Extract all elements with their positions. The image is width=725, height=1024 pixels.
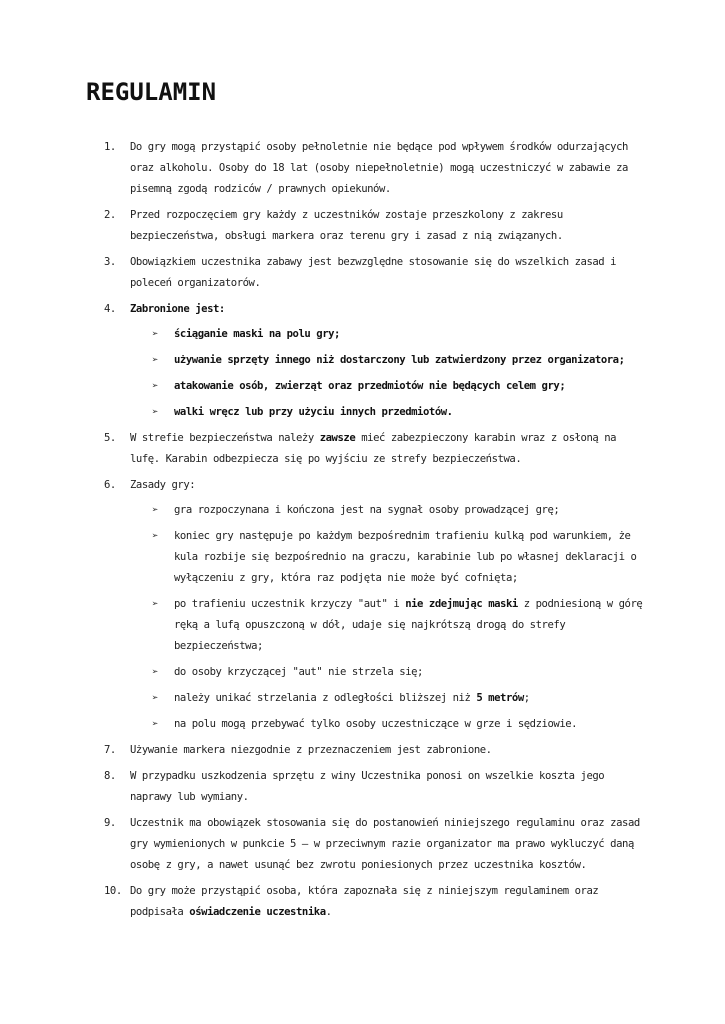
bold-text: Zabronione jest: (130, 303, 225, 315)
rule-item (104, 252, 644, 294)
sub-item-text (174, 380, 565, 392)
text-run: W strefie bezpieczeństwa należy (130, 432, 320, 444)
text-run: Do gry mogą przystąpić osoby pełnoletnie nie będące pod wpływem środków odurzających oraz alkoholu. Osoby do 18 lat (osoby niepełnoletnie) mogą uczestniczyć w zabawie za pisemną zgodą rodziców / prawnych opiekunów. (130, 141, 628, 195)
arrow-bullet-icon: ➢ (152, 504, 158, 516)
rule-text (130, 766, 644, 808)
sub-item-text (174, 406, 453, 418)
text-run: ; (523, 692, 530, 704)
sub-list-item (130, 500, 644, 521)
sub-list (130, 324, 644, 423)
text-run: W przypadku uszkodzenia sprzętu z winy Uczestnika ponosi on wszelkie koszta jego naprawy lub wymiany. (130, 770, 605, 803)
bold-text: używanie sprzęty innego niż dostarczony lub zatwierdzony przez organizatora; (174, 354, 625, 366)
rule-number: 6. (104, 479, 116, 491)
rule-text (130, 475, 644, 496)
sub-item-text (174, 666, 423, 678)
text-run: Uczestnik ma obowiązek stosowania się do postanowień niniejszego regulaminu oraz zasad gry wymienionych w punkcie 5 – w przeciwnym razie organizator ma prawo wykluczyć daną osobę z gry, a nawet usunąć bez zwrotu poniesionych przez uczestnika kosztów. (130, 817, 640, 871)
arrow-bullet-icon: ➢ (152, 598, 158, 610)
sub-item-text (174, 328, 340, 340)
page-title: REGULAMIN (86, 78, 217, 106)
rule-item (104, 205, 644, 247)
arrow-bullet-icon: ➢ (152, 354, 158, 366)
rules-list (104, 137, 644, 928)
sub-item-text (174, 598, 642, 652)
sub-item-text (174, 718, 577, 730)
rule-number: 7. (104, 744, 116, 756)
arrow-bullet-icon: ➢ (152, 718, 158, 730)
sub-item-text (174, 530, 636, 584)
sub-list-item (130, 376, 644, 397)
text-run: Obowiązkiem uczestnika zabawy jest bezwzględne stosowanie się do wszelkich zasad i poleceń organizatorów. (130, 256, 617, 289)
sub-list-item (130, 526, 644, 589)
rule-text (130, 205, 644, 247)
text-run: Do gry może przystąpić osoba, która zapoznała się z niniejszym regulaminem oraz podpisała (130, 885, 599, 918)
sub-list-item (130, 594, 644, 657)
sub-list-item (130, 324, 644, 345)
sub-list-item (130, 402, 644, 423)
rule-number: 1. (104, 141, 116, 153)
text-run: Przed rozpoczęciem gry każdy z uczestników zostaje przeszkolony z zakresu bezpieczeństwa, obsługi markera oraz terenu gry i zasad z nią związanych. (130, 209, 563, 242)
bold-text: walki wręcz lub przy użyciu innych przedmiotów. (174, 406, 453, 418)
bold-text: ściąganie maski na polu gry; (174, 328, 340, 340)
rule-item (104, 813, 644, 876)
text-run: z podniesioną w górę ręką a lufą opuszczoną w dół, udaje się najkrótszą drogą do strefy bezpieczeństwa; (174, 598, 643, 652)
arrow-bullet-icon: ➢ (152, 380, 158, 392)
rule-text (130, 252, 644, 294)
rule-text (130, 299, 644, 320)
bold-text: atakowanie osób, zwierząt oraz przedmiotów nie będących celem gry; (174, 380, 566, 392)
bold-text: oświadczenie uczestnika (189, 906, 326, 918)
sub-list-item (130, 350, 644, 371)
rule-text (130, 881, 644, 923)
rule-number: 5. (104, 432, 116, 444)
rule-item (104, 428, 644, 470)
text-run: gra rozpoczynana i kończona jest na sygnał osoby prowadzącej grę; (174, 504, 560, 516)
rule-item (104, 475, 644, 735)
text-run: Zasady gry: (130, 479, 196, 491)
rule-text (130, 740, 644, 761)
text-run: do osoby krzyczącej "aut" nie strzela się; (174, 666, 423, 678)
rule-text (130, 137, 644, 200)
rule-number: 9. (104, 817, 116, 829)
rule-number: 3. (104, 256, 116, 268)
text-run: mieć zabezpieczony karabin wraz z osłoną na lufę. Karabin odbezpiecza się po wyjściu ze strefy bezpieczeństwa. (130, 432, 617, 465)
rule-item (104, 740, 644, 761)
rule-number: 2. (104, 209, 116, 221)
sub-list-item (130, 688, 644, 709)
text-run: należy unikać strzelania z odległości bliższej niż (174, 692, 477, 704)
text-run: Używanie markera niezgodnie z przeznaczeniem jest zabronione. (130, 744, 492, 756)
text-run: na polu mogą przebywać tylko osoby uczestniczące w grze i sędziowie. (174, 718, 578, 730)
sub-item-text (174, 692, 530, 704)
rule-number: 10. (104, 885, 122, 897)
rule-number: 8. (104, 770, 116, 782)
rule-item (104, 137, 644, 200)
arrow-bullet-icon: ➢ (152, 328, 158, 340)
text-run: koniec gry następuje po każdym bezpośrednim trafieniu kulką pod warunkiem, że kula rozbije się bezpośrednio na graczu, karabinie lub po własnej deklaracji o wyłączeniu z gry, która raz podjęta nie może być cofnięta; (174, 530, 637, 584)
sub-item-text (174, 504, 559, 516)
sub-list (130, 500, 644, 735)
sub-list-item (130, 662, 644, 683)
rule-text (130, 813, 644, 876)
rule-text (130, 428, 644, 470)
rule-item (104, 299, 644, 423)
sub-item-text (174, 354, 625, 366)
rule-number: 4. (104, 303, 116, 315)
text-run: po trafieniu uczestnik krzyczy "aut" i (174, 598, 406, 610)
bold-text: zawsze (319, 432, 356, 444)
sub-list-item (130, 714, 644, 735)
bold-text: nie zdejmując maski (405, 598, 518, 610)
arrow-bullet-icon: ➢ (152, 666, 158, 678)
text-run: . (325, 906, 332, 918)
rule-item (104, 766, 644, 808)
arrow-bullet-icon: ➢ (152, 692, 158, 704)
bold-text: 5 metrów (476, 692, 524, 704)
arrow-bullet-icon: ➢ (152, 530, 158, 542)
arrow-bullet-icon: ➢ (152, 406, 158, 418)
rule-item (104, 881, 644, 923)
